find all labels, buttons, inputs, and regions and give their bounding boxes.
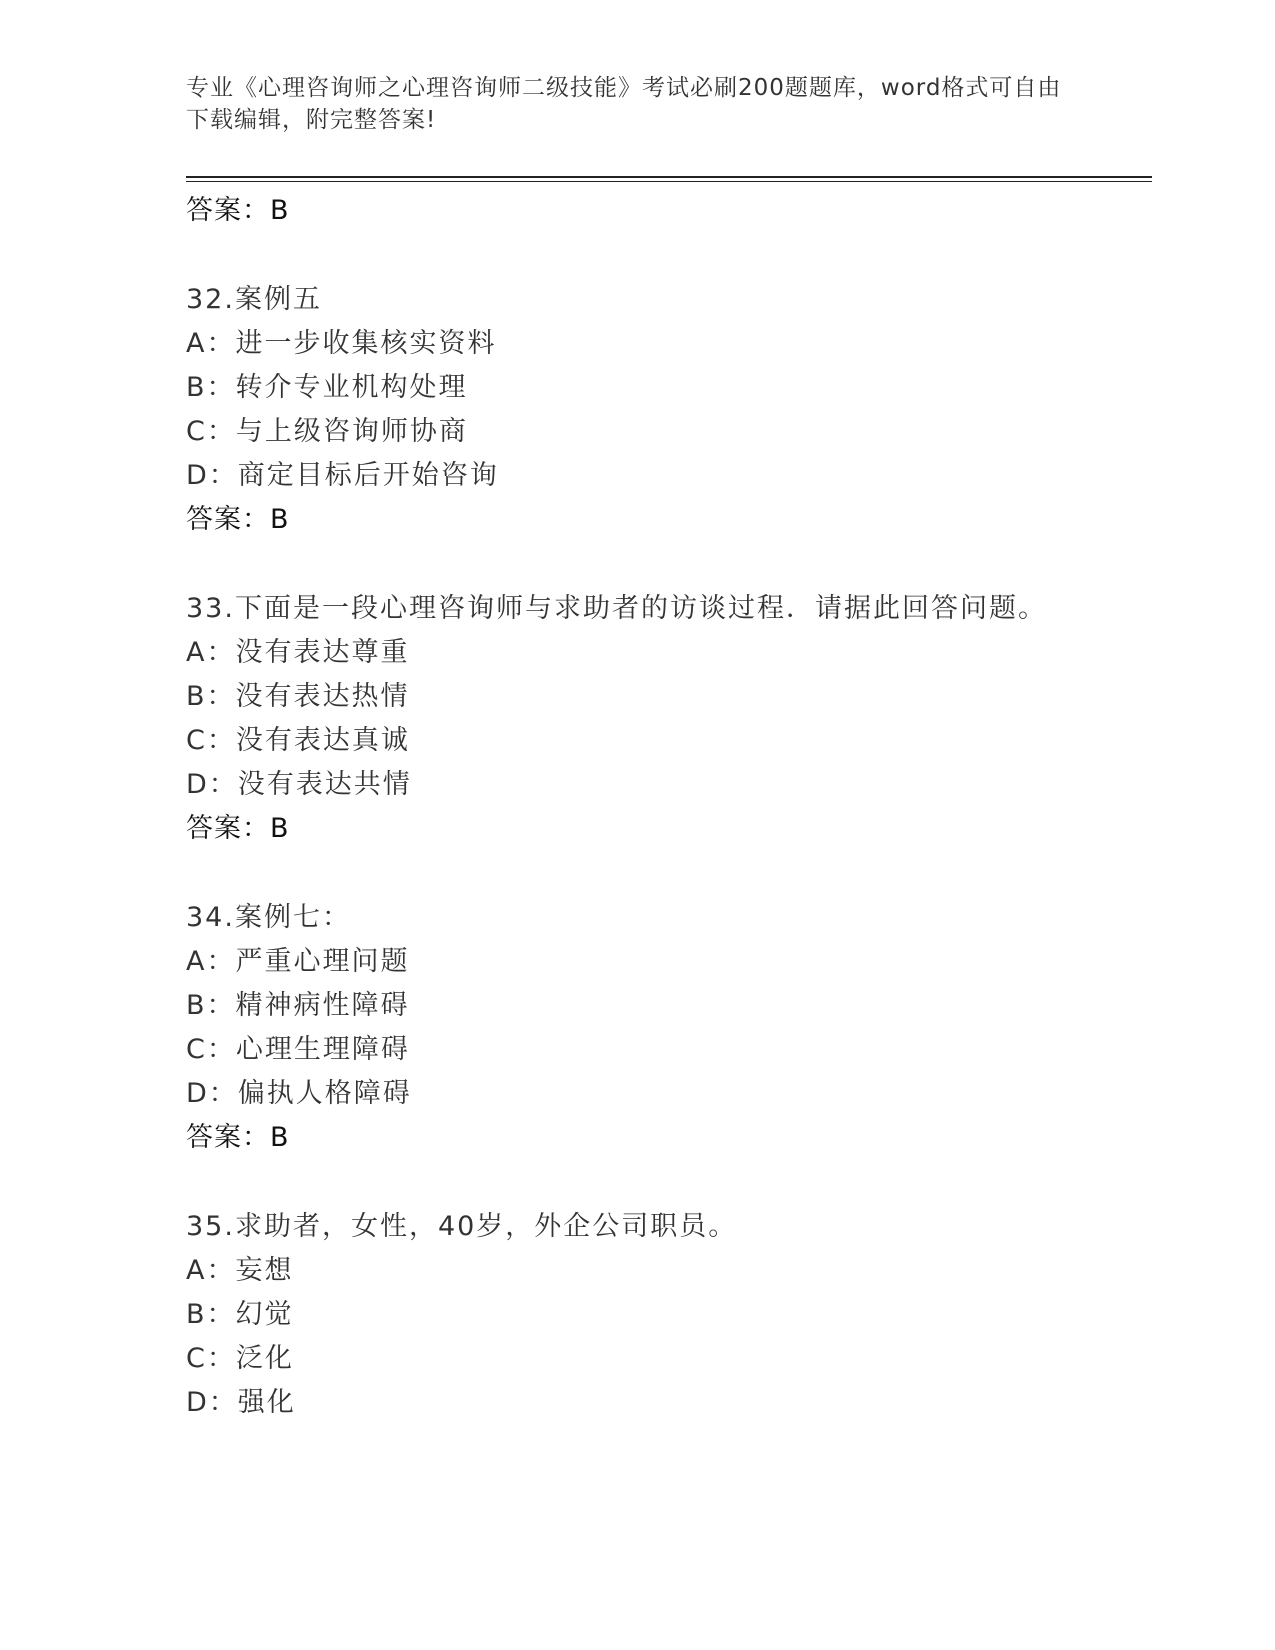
question-title: 33.下面是一段心理咨询师与求助者的访谈过程．请据此回答问题。	[186, 593, 1047, 624]
option-d: D：强化	[186, 1387, 296, 1418]
document-header: 专业《心理咨询师之心理咨询师二级技能》考试必刷200题题库，word格式可自由下载编辑，附完整答案!	[186, 75, 1062, 133]
answer-line: 答案：B	[186, 813, 290, 844]
question-title: 35.求助者，女性，40岁，外企公司职员。	[186, 1211, 738, 1242]
option-b: B：没有表达热情	[186, 681, 410, 712]
option-c: C：与上级咨询师协商	[186, 416, 468, 447]
option-b: B：转介专业机构处理	[186, 372, 468, 403]
option-b: B：精神病性障碍	[186, 990, 410, 1021]
option-c: C：没有表达真诚	[186, 725, 410, 756]
option-a: A：进一步收集核实资料	[186, 328, 497, 359]
option-d: D：商定目标后开始咨询	[186, 460, 499, 491]
option-d: D：偏执人格障碍	[186, 1078, 412, 1109]
question-title: 32.案例五	[186, 284, 322, 315]
option-c: C：泛化	[186, 1343, 294, 1374]
option-d: D：没有表达共情	[186, 769, 412, 800]
option-a: A：妄想	[186, 1255, 294, 1286]
question-title: 34.案例七：	[186, 902, 351, 933]
answer-line: 答案：B	[186, 195, 290, 226]
option-a: A：严重心理问题	[186, 946, 410, 977]
option-c: C：心理生理障碍	[186, 1034, 410, 1065]
answer-line: 答案：B	[186, 1122, 290, 1153]
option-b: B：幻觉	[186, 1299, 294, 1330]
option-a: A：没有表达尊重	[186, 637, 410, 668]
header-divider	[186, 176, 1152, 182]
answer-line: 答案：B	[186, 504, 290, 535]
